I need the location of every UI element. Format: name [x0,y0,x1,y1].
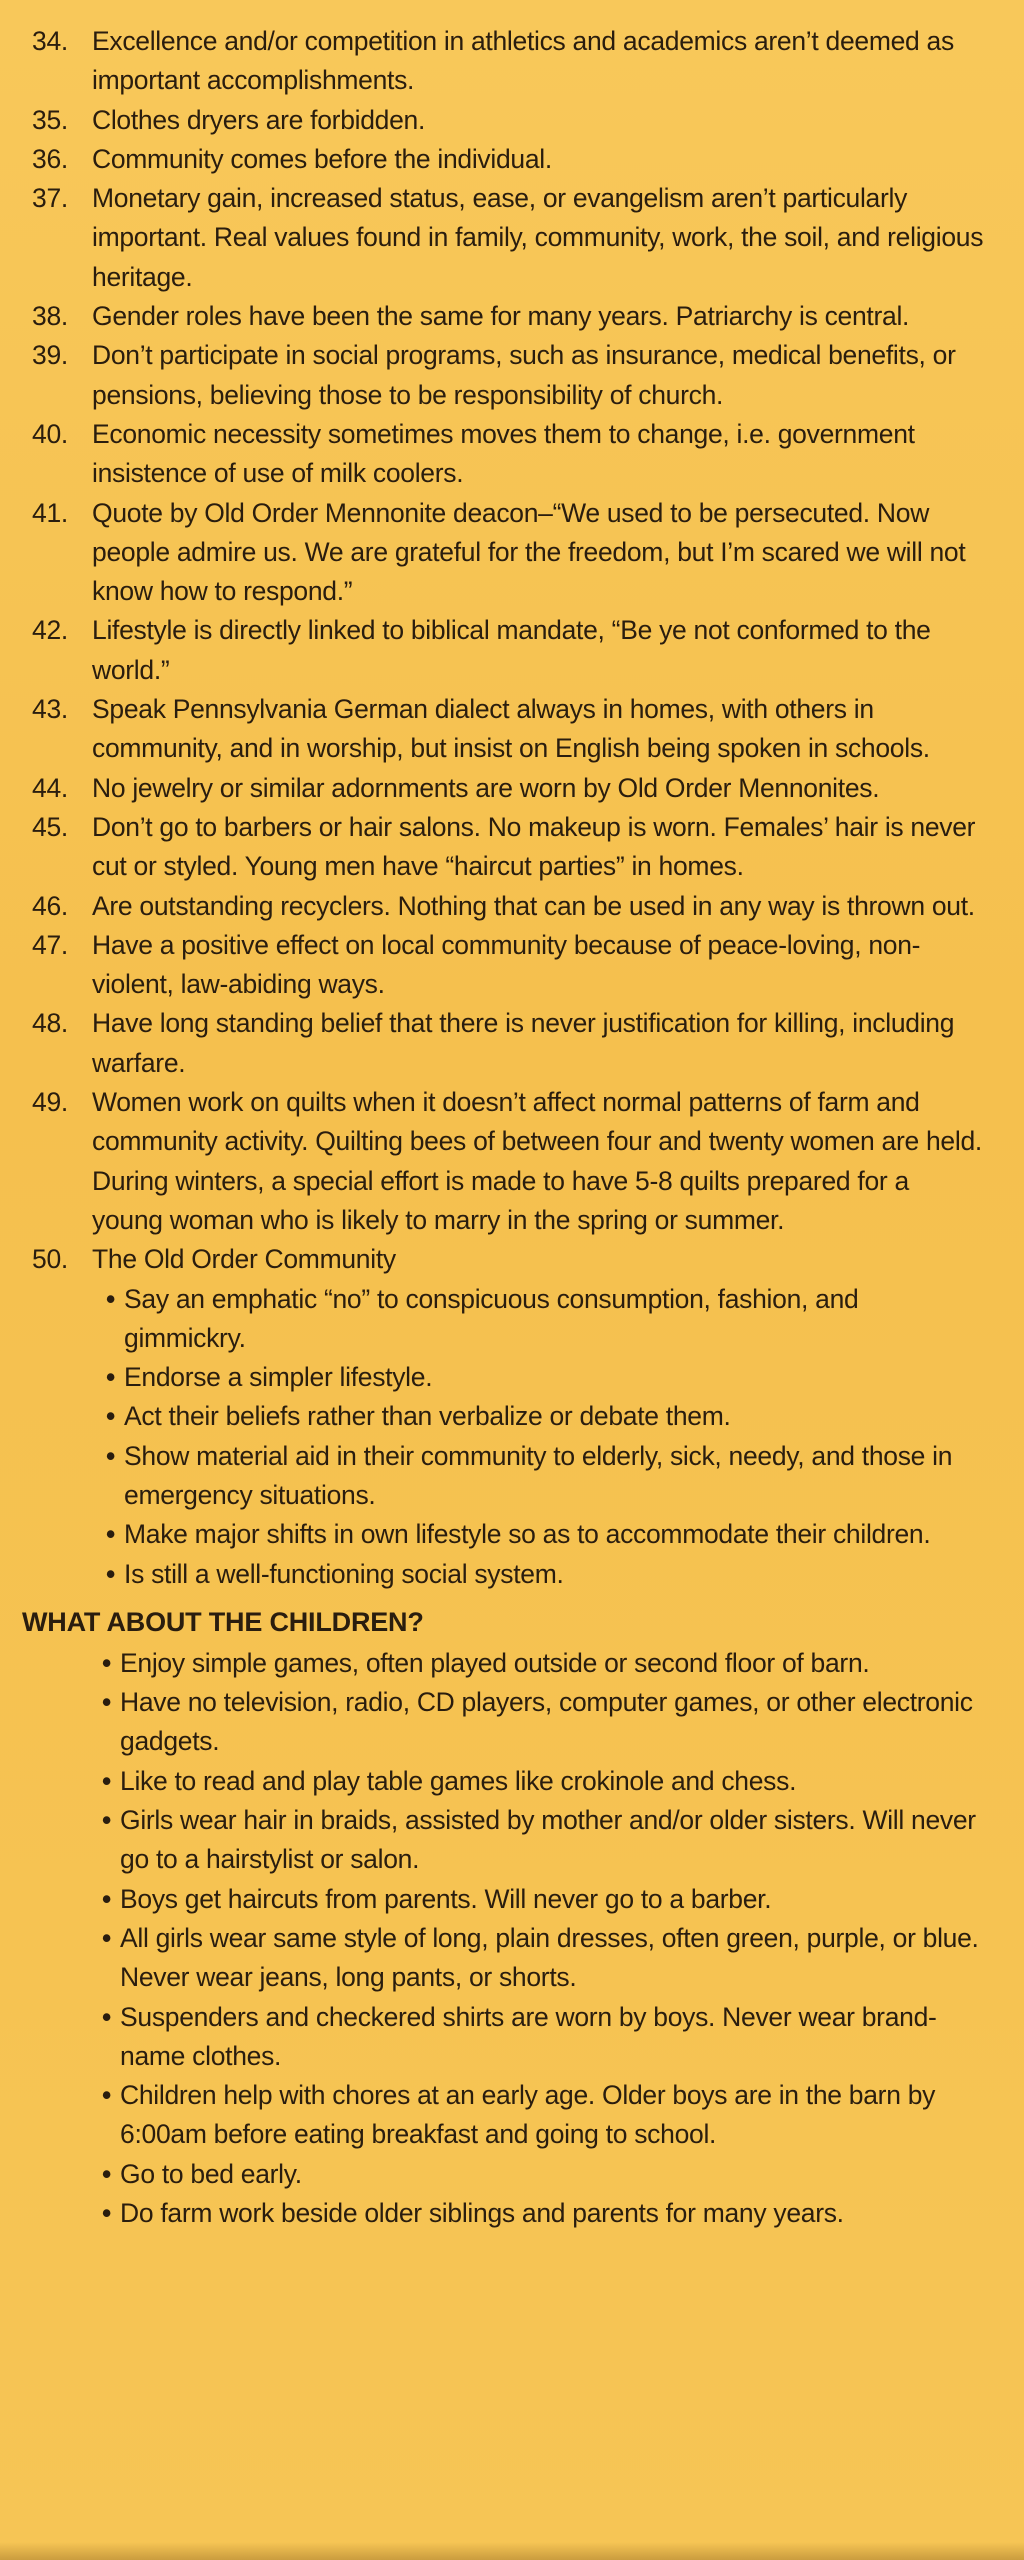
list-item [22,1515,984,1554]
list-item-43 [22,690,984,769]
item-number: 41. [32,497,68,528]
numbered-list [22,22,984,1594]
bullet-text: Girls wear hair in braids, assisted by mother and/or older sisters. Will never go to a hairstylist or salon. [120,1805,976,1875]
item-text: Have long standing belief that there is never justification for killing, including warfare. [92,1008,955,1078]
list-item-48 [22,1004,984,1083]
list-item-47 [22,926,984,1005]
bullet-text: Like to read and play table games like crokinole and chess. [120,1765,797,1796]
bullet-text: Is still a well-functioning social system. [124,1558,564,1589]
item-number: 34. [32,26,68,56]
bullet-text: Say an emphatic “no” to conspicuous consumption, fashion, and gimmickry. [124,1283,859,1353]
item-text: Excellence and/or competition in athletics and academics aren’t deemed as important accomplishments. [92,26,954,96]
item-text: Lifestyle is directly linked to biblical mandate, “Be ye not conformed to the world.” [92,615,931,685]
list-item [22,1683,984,1762]
item-number: 42. [32,615,68,646]
list-item-36 [22,140,984,179]
item-number: 35. [32,104,68,135]
bullet-text: Suspenders and checkered shirts are worn by boys. Never wear brand-name clothes. [120,2001,937,2071]
bullet-icon: • [102,1765,111,1796]
bullet-icon: • [102,1922,111,1953]
bullet-icon: • [102,1805,111,1836]
bullet-text: Do farm work beside older siblings and parents for many years. [120,2198,844,2229]
bullet-icon: • [106,1362,115,1393]
item-text: Quote by Old Order Mennonite deacon–“We used to be persecuted. Now people admire us. We are grateful for the freedom, but I’m scared we will not know how to respond.” [92,497,966,607]
item-text: Speak Pennsylvania German dialect always in homes, with others in community, and in worship, but insist on English being spoken in schools. [92,694,930,764]
list-item [22,2155,984,2194]
bullet-icon: • [102,2198,111,2229]
bullet-icon: • [106,1440,115,1471]
item-text: Are outstanding recyclers. Nothing that can be used in any way is thrown out. [92,890,975,921]
item-number: 49. [32,1087,68,1118]
item-text: Gender roles have been the same for many years. Patriarchy is central. [92,301,910,332]
list-item [22,1762,984,1801]
list-item [22,1880,984,1919]
bullet-text: Boys get haircuts from parents. Will never go to a barber. [120,1883,772,1914]
list-item-50 [22,1240,984,1279]
list-item-41 [22,494,984,612]
bullet-icon: • [102,1687,111,1718]
bullet-text: Have no television, radio, CD players, computer games, or other electronic gadgets. [120,1687,973,1757]
item-text: Economic necessity sometimes moves them to change, i.e. government insistence of use of milk coolers. [92,418,915,489]
bullet-text: Make major shifts in own lifestyle so as to accommodate their children. [124,1519,931,1550]
bullet-icon: • [102,2158,111,2189]
section-heading-children: WHAT ABOUT THE CHILDREN? [22,1606,424,1637]
item-number: 50. [32,1244,68,1275]
item-number: 46. [32,890,68,921]
bullet-icon: • [106,1519,115,1550]
bullet-icon: • [102,2001,111,2032]
list-item [22,1644,984,1683]
children-bullet-list [22,1644,984,2233]
list-item-46 [22,887,984,926]
bullet-icon: • [106,1401,115,1432]
item-number: 39. [32,340,68,371]
list-item-45 [22,808,984,887]
item-text: Women work on quilts when it doesn’t affect normal patterns of farm and community activity. Quilting bees of between four and twenty women are held. During winters, a special effort is made to have 5-8 quilts prepared for a young woman who is likely to marry in the spring or summer. [92,1087,982,1235]
bullet-text: Show material aid in their community to elderly, sick, needy, and those in emergency situations. [124,1440,953,1510]
list-item [22,1555,984,1594]
item-text: The Old Order Community [92,1244,396,1275]
list-item [22,2194,984,2233]
item-number: 38. [32,301,68,332]
list-item-42 [22,611,984,690]
bullet-icon: • [102,1883,111,1914]
item-50-bullet-list [22,1280,984,1594]
item-text: Community comes before the individual. [92,143,552,174]
bullet-icon: • [102,1647,111,1678]
item-number: 43. [32,694,68,725]
item-text: Clothes dryers are forbidden. [92,104,426,135]
item-number: 47. [32,929,68,960]
bullet-text: Endorse a simpler lifestyle. [124,1362,433,1393]
bullet-text: Go to bed early. [120,2158,302,2189]
list-item [22,1919,984,1998]
item-text: No jewelry or similar adornments are worn by Old Order Mennonites. [92,772,880,803]
list-item-40 [22,415,984,494]
bullet-icon: • [106,1283,115,1314]
list-item-39 [22,336,984,415]
list-item-38 [22,297,984,336]
list-item-34 [22,22,984,101]
list-item-49 [22,1083,984,1240]
item-text: Monetary gain, increased status, ease, or evangelism aren’t particularly important. Real values found in family, community, work, the soil, and religious heritage. [92,183,984,292]
item-number: 36. [32,143,68,174]
list-item-44 [22,769,984,808]
item-number: 48. [32,1008,68,1039]
bullet-icon: • [106,1558,115,1589]
item-text: Don’t go to barbers or hair salons. No makeup is worn. Females’ hair is never cut or styled. Young men have “haircut parties” in homes. [92,811,976,882]
item-text: Don’t participate in social programs, such as insurance, medical benefits, or pensions, believing those to be responsibility of church. [92,340,956,410]
item-number: 37. [32,183,68,214]
page-bottom-edge [0,2542,1024,2560]
item-number: 40. [32,418,68,449]
list-item [22,1801,984,1880]
bullet-icon: • [102,2080,111,2111]
list-item [22,1998,984,2077]
list-item [22,2076,984,2155]
list-item [22,1358,984,1397]
item-number: 45. [32,811,68,842]
list-item-37 [22,179,984,297]
item-text: Have a positive effect on local community because of peace-loving, non-violent, law-abiding ways. [92,929,921,1000]
bullet-text: Act their beliefs rather than verbalize or debate them. [124,1401,731,1432]
bullet-text: All girls wear same style of long, plain dresses, often green, purple, or blue. Never wear jeans, long pants, or shorts. [120,1922,979,1993]
list-item [22,1437,984,1516]
list-item-35 [22,101,984,140]
bullet-text: Enjoy simple games, often played outside or second floor of barn. [120,1647,870,1678]
item-number: 44. [32,772,68,803]
bullet-text: Children help with chores at an early age. Older boys are in the barn by 6:00am before eating breakfast and going to school. [120,2080,936,2150]
list-item [22,1280,984,1359]
list-item [22,1397,984,1436]
